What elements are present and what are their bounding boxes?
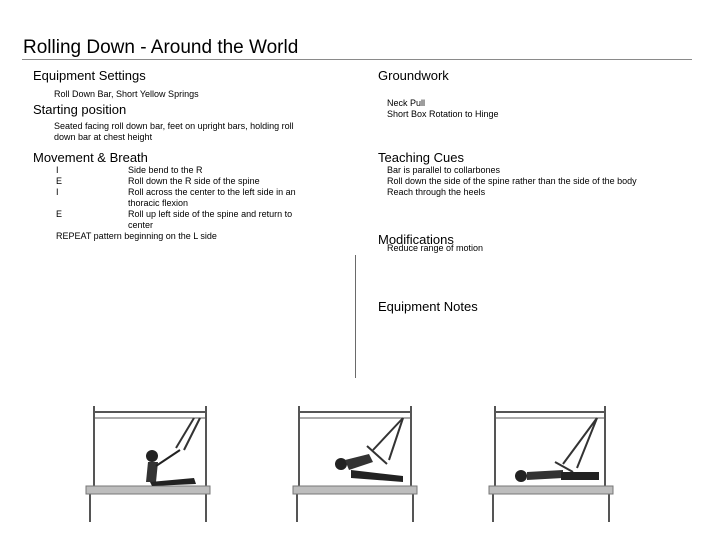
- breath-marker: E: [56, 176, 63, 186]
- breath-marker: E: [56, 209, 63, 219]
- movement-text: Side bend to the R: [128, 165, 203, 175]
- column-divider: [355, 255, 356, 378]
- breath-marker: I: [56, 187, 59, 197]
- exercise-photo-2: [291, 398, 421, 530]
- breath-marker: I: [56, 165, 59, 175]
- starting-position-line-2: down bar at chest height: [54, 132, 153, 142]
- equipment-notes-heading: Equipment Notes: [378, 299, 478, 314]
- teaching-cue-item: Roll down the side of the spine rather than the side of the body: [387, 176, 637, 186]
- page-title: Rolling Down - Around the World: [23, 37, 299, 58]
- movement-breath-heading: Movement & Breath: [33, 150, 148, 165]
- starting-position-heading: Starting position: [33, 102, 127, 117]
- movement-text: Roll down the R side of the spine: [128, 176, 260, 186]
- repeat-note: REPEAT pattern beginning on the L side: [56, 231, 217, 241]
- groundwork-item: Neck Pull: [387, 98, 426, 108]
- modifications-text: Reduce range of motion: [387, 243, 484, 253]
- movement-text: Roll across the center to the left side in an: [128, 187, 296, 197]
- movement-text-continued: thoracic flexion: [128, 198, 189, 208]
- teaching-cues-heading: Teaching Cues: [378, 150, 464, 165]
- title-divider: [22, 59, 692, 60]
- movement-text: Roll up left side of the spine and return to: [128, 209, 293, 219]
- equipment-settings-heading: Equipment Settings: [33, 68, 146, 83]
- movement-text-continued: center: [128, 220, 154, 230]
- teaching-cue-item: Reach through the heels: [387, 187, 486, 197]
- groundwork-item: Short Box Rotation to Hinge: [387, 109, 499, 119]
- exercise-photo-1: [84, 398, 214, 530]
- starting-position-line-1: Seated facing roll down bar, feet on upright bars, holding roll: [54, 121, 294, 131]
- exercise-photo-3: [487, 398, 617, 530]
- modifications-heading: Modifications: [378, 232, 454, 247]
- equipment-settings-text: Roll Down Bar, Short Yellow Springs: [54, 89, 199, 99]
- groundwork-heading: Groundwork: [378, 68, 449, 83]
- teaching-cue-item: Bar is parallel to collarbones: [387, 165, 501, 175]
